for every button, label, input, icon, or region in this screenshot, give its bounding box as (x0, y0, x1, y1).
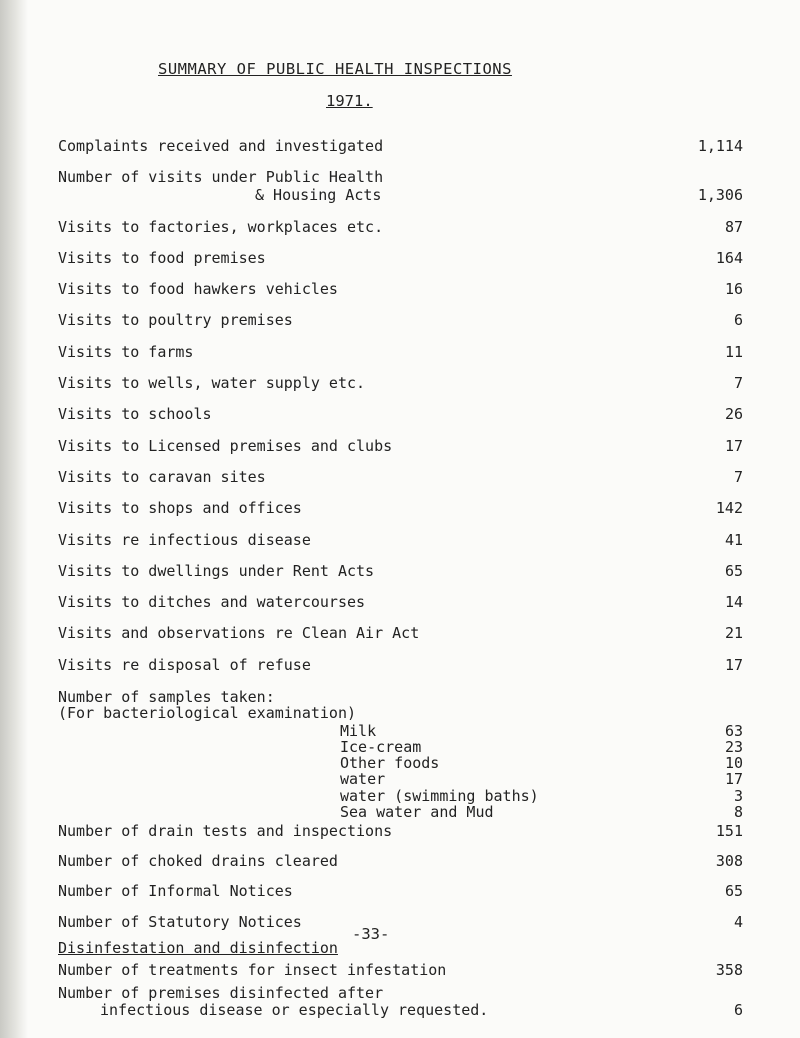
row-label: Visits to farms (58, 342, 194, 361)
row-value: 65 (724, 561, 743, 580)
sample-label: Milk (340, 722, 377, 741)
row-label-continued: infectious disease or especially requested. (100, 1000, 489, 1019)
row-value: 6 (733, 1000, 743, 1019)
row-value: 87 (724, 217, 743, 236)
row-value: 65 (724, 882, 743, 901)
sample-value: 63 (724, 722, 743, 741)
row-value: 14 (724, 593, 743, 612)
row-label-continued: & Housing Acts (255, 186, 382, 205)
row-label: Number of Statutory Notices (58, 912, 302, 931)
row-label: Number of drain tests and inspections (58, 821, 393, 840)
row-value: 7 (733, 374, 743, 392)
sample-label: Ice-cream (340, 738, 422, 757)
sample-value: 23 (724, 738, 743, 757)
row-value: 4 (733, 912, 743, 931)
page-number: -33- (352, 925, 390, 943)
row-label: Visits to ditches and watercourses (58, 593, 366, 612)
row-label: Number of premises disinfected after (58, 983, 384, 1002)
row-value: 358 (715, 961, 743, 980)
row-value: 26 (724, 405, 743, 424)
row-label: Visits to shops and offices (58, 499, 302, 518)
row-label: Visits to schools (58, 405, 212, 424)
row-value: 1,306 (697, 186, 743, 205)
samples-heading: Number of samples taken: (58, 687, 275, 706)
row-value: 151 (715, 821, 743, 840)
sample-value: 17 (724, 770, 743, 789)
row-label: Visits and observations re Clean Air Act (58, 624, 420, 643)
row-label: Visits to wells, water supply etc. (58, 374, 366, 392)
page-year: 1971. (326, 92, 373, 111)
row-label: Visits to caravan sites (58, 467, 266, 486)
row-value: 16 (724, 280, 743, 299)
row-label: Visits to dwellings under Rent Acts (58, 561, 375, 580)
row-label: Visits to poultry premises (58, 311, 293, 330)
row-value: 17 (724, 655, 743, 674)
sample-label: water (340, 770, 386, 789)
row-value: 17 (724, 436, 743, 455)
sample-value: 3 (733, 786, 743, 805)
sample-value: 10 (724, 754, 743, 773)
row-label: Complaints received and investigated (58, 136, 384, 155)
row-label: Number of choked drains cleared (58, 852, 338, 870)
row-value: 308 (715, 852, 743, 870)
row-value: 11 (724, 342, 743, 361)
row-label: Number of treatments for insect infestation (58, 961, 447, 980)
row-label: Visits to factories, workplaces etc. (58, 217, 384, 236)
row-label: Visits to Licensed premises and clubs (58, 436, 393, 455)
row-value: 1,114 (697, 136, 743, 155)
row-label: Visits re infectious disease (58, 530, 311, 549)
row-label: Visits to food hawkers vehicles (58, 280, 338, 299)
disinfestation-heading: Disinfestation and disinfection (58, 939, 338, 958)
row-value: 41 (724, 530, 743, 549)
page-title: SUMMARY OF PUBLIC HEALTH INSPECTIONS (158, 60, 512, 78)
sample-label: Other foods (340, 754, 440, 773)
row-value: 6 (733, 311, 743, 330)
sample-value: 8 (733, 802, 743, 821)
sample-label: Sea water and Mud (340, 802, 494, 821)
row-value: 21 (724, 624, 743, 643)
sample-label: water (swimming baths) (340, 786, 539, 805)
row-label: Number of Informal Notices (58, 882, 293, 901)
row-label: Number of visits under Public Health (58, 168, 384, 187)
row-label: Visits re disposal of refuse (58, 655, 311, 674)
row-value: 142 (715, 499, 743, 518)
samples-subheading: (For bacteriological examination) (58, 704, 357, 722)
row-label: Visits to food premises (58, 248, 266, 267)
row-value: 7 (733, 467, 743, 486)
row-value: 164 (715, 248, 743, 267)
